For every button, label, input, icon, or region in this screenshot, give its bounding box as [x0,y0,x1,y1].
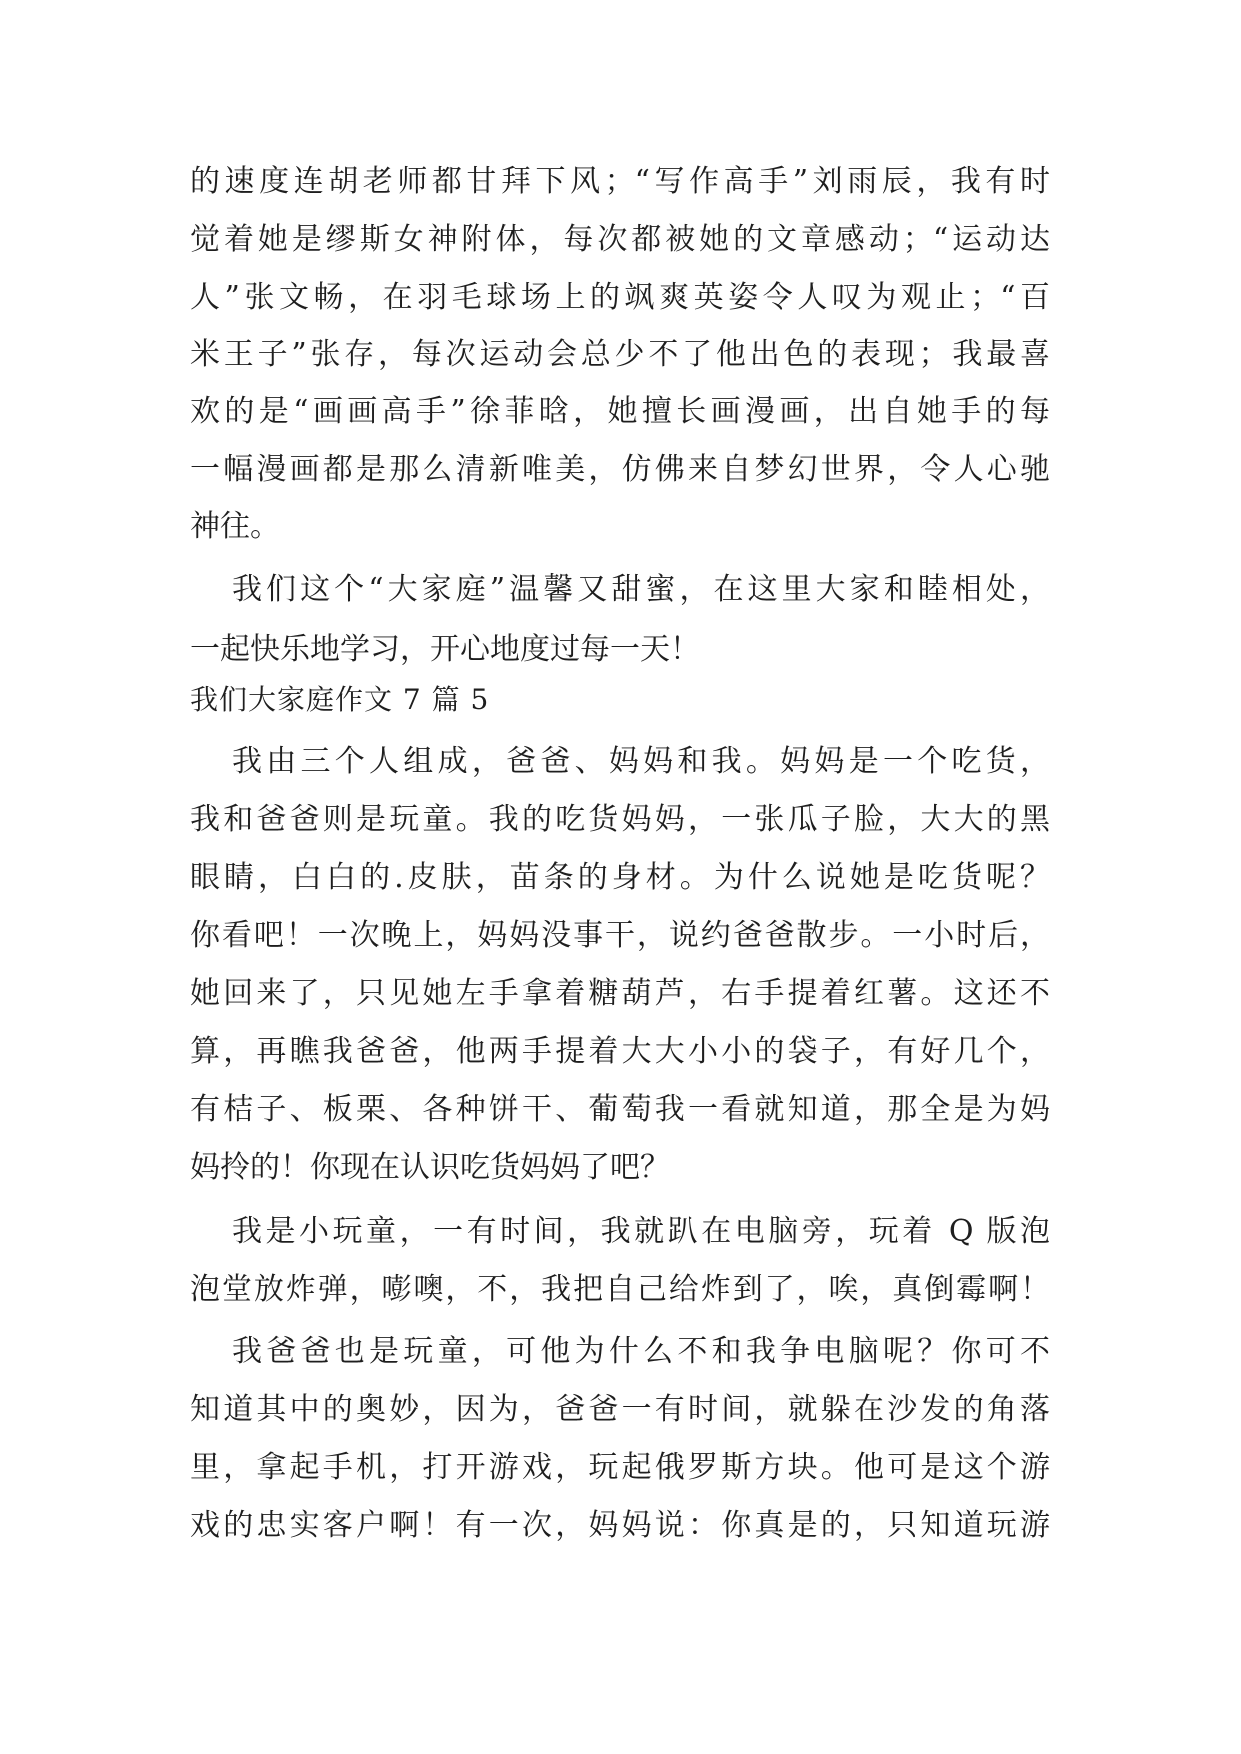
article-title: 我们大家庭作文 7 篇 5 [190,683,490,716]
text-line: 她回来了，只见她左手拿着糖葫芦，右手提着红薯。这还不 [190,976,1050,1011]
text-line: 你看吧！一次晚上，妈妈没事干，说约爸爸散步。一小时后， [190,918,1050,953]
text-line: 有桔子、板栗、各种饼干、葡萄我一看就知道，那全是为妈 [190,1092,1050,1127]
text-line: 里，拿起手机，打开游戏，玩起俄罗斯方块。他可是这个游 [190,1450,1050,1485]
text-line: 觉着她是缪斯女神附体，每次都被她的文章感动；“运动达 [190,222,1050,257]
text-line: 眼睛，白白的.皮肤，苗条的身材。为什么说她是吃货呢？ [190,860,1050,895]
text-line: 泡堂放炸弹，嘭噢，不，我把自己给炸到了，唉，真倒霉啊！ [190,1272,1050,1307]
text-line: 知道其中的奥妙，因为，爸爸一有时间，就躲在沙发的角落 [190,1392,1050,1427]
text-line: 妈拎的！你现在认识吃货妈妈了吧？ [190,1150,670,1185]
text-line: 欢的是“画画高手”徐菲晗，她擅长画漫画，出自她手的每 [190,394,1050,429]
text-line: 神往。 [190,509,280,544]
text-line: 我由三个人组成，爸爸、妈妈和我。妈妈是一个吃货， [232,744,1050,779]
text-line: 我是小玩童，一有时间，我就趴在电脑旁，玩着 Q 版泡 [232,1214,1050,1249]
text-line: 戏的忠实客户啊！有一次，妈妈说：你真是的，只知道玩游 [190,1508,1050,1543]
text-line: 米王子”张存，每次运动会总少不了他出色的表现；我最喜 [190,337,1050,372]
text-line: 的速度连胡老师都甘拜下风；“写作高手”刘雨辰，我有时 [190,164,1050,199]
text-line: 一起快乐地学习，开心地度过每一天！ [190,632,700,667]
text-line: 一幅漫画都是那么清新唯美，仿佛来自梦幻世界，令人心驰 [190,452,1050,487]
text-line: 我们这个“大家庭”温馨又甜蜜，在这里大家和睦相处， [232,572,1050,607]
text-line: 我爸爸也是玩童，可他为什么不和我争电脑呢？你可不 [232,1334,1050,1369]
text-line: 人”张文畅，在羽毛球场上的飒爽英姿令人叹为观止；“百 [190,280,1050,315]
text-line: 算，再瞧我爸爸，他两手提着大大小小的袋子，有好几个， [190,1034,1050,1069]
text-line: 我和爸爸则是玩童。我的吃货妈妈，一张瓜子脸，大大的黑 [190,802,1050,837]
